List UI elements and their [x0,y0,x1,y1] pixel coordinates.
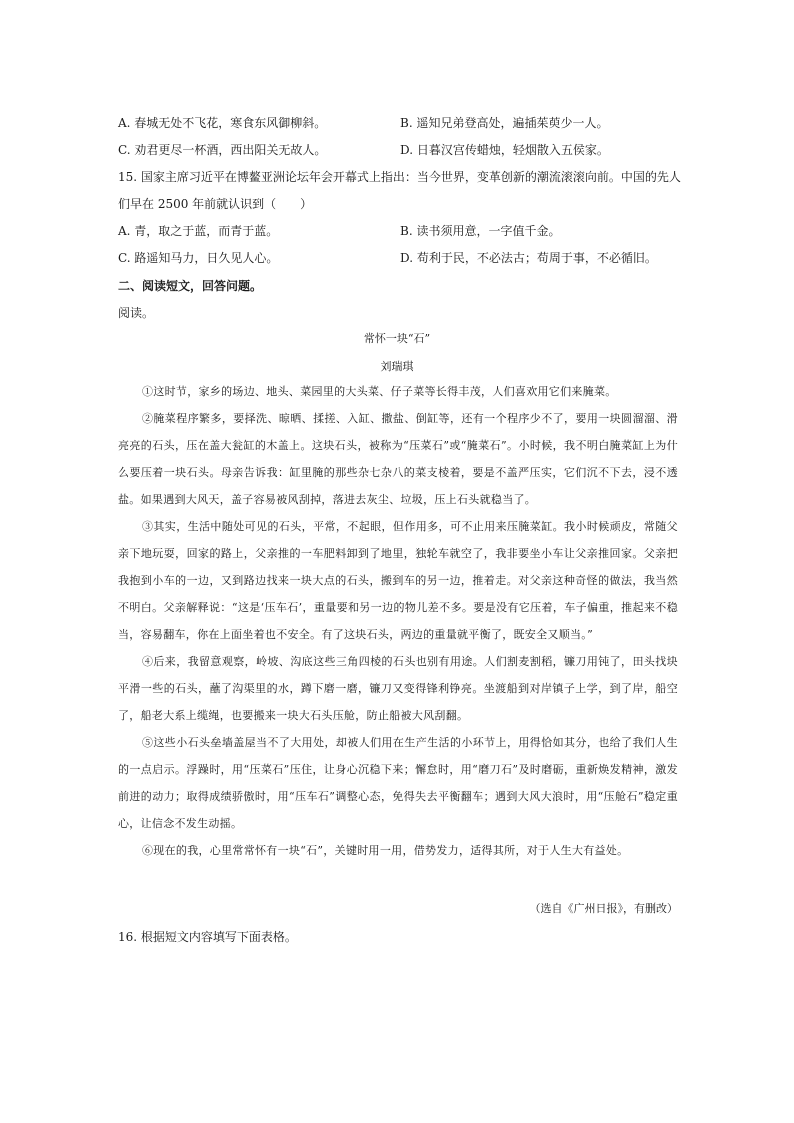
q16-stem: 16. 根据短文内容填写下面表格。 [118,930,297,944]
q15-stem-line-1: 15. 国家主席习近平在博鳌亚洲论坛年会开幕式上指出：当今世界，变革创新的潮流滚滚向前。中国的先人 [118,170,681,184]
q15-stem-line-2: 们早在 2500 年前就认识到（ ） [118,197,313,211]
option-b[interactable]: B. 读书须用意，一字值千金。 [400,224,561,238]
option-d[interactable]: D. 日暮汉宫传蜡烛，轻烟散入五侯家。 [400,143,609,157]
paragraph-5: ⑤这些小石头垒墙盖屋当不了大用处，却被人们用在生产生活的小环节上，用得恰如其分，也给了我们人生的一点启示。浮躁时，用“压菜石”压住，让身心沉稳下来；懈怠时，用“磨刀石”及时磨砺，重新焕发精神，激发前进的动力；取得成绩骄傲时，用“压车石”调整心态，免得失去平衡翻车；遇到大风大浪时，用“压舱石”稳定重心，让信念不发生动摇。 [118,736,678,830]
article-body [118,378,678,864]
paragraph-3: ③其实，生活中随处可见的石头，平常，不起眼，但作用多，可不止用来压腌菜缸。我小时候顽皮，常随父亲下地玩耍，回家的路上，父亲推的一车肥料卸到了地里，独轮车就空了，我非要坐小车让父亲推回家。父亲把我抱到小车的一边，又到路边找来一块大点的石头，搬到车的另一边，推着走。对父亲这种奇怪的做法，我当然不明白。父亲解释说：“这是‘压车石’，重量要和另一边的物儿差不多。要是没有它压着，车子偏重，推起来不稳当，容易翻车，你在上面坐着也不安全。有了这块石头，两边的重量就平衡了，既安全又顺当。” [118,520,678,641]
section-heading: 二、阅读短文，回答问题。 [118,279,263,293]
paragraph-1: ①这时节，家乡的场边、地头、菜园里的大头菜、仔子菜等长得丰茂，人们喜欢用它们来腌菜。 [142,385,617,398]
article-title: 常怀一块“石” [363,332,431,345]
paragraph-6: ⑥现在的我，心里常常怀有一块“石”，关键时用一用，借势发力，适得其所，对于人生大有益处。 [142,844,629,857]
section-intro: 阅读。 [118,306,155,320]
option-d[interactable]: D. 苟利于民，不必法古；苟周于事，不必循旧。 [400,251,657,265]
option-c[interactable]: C. 劝君更尽一杯酒，西出阳关无故人。 [118,143,327,157]
option-a[interactable]: A. 青，取之于蓝，而青于蓝。 [118,224,279,238]
option-b[interactable]: B. 遥知兄弟登高处，遍插茱萸少一人。 [400,116,609,130]
option-c[interactable]: C. 路遥知马力，日久见人心。 [118,251,279,265]
paragraph-2: ②腌菜程序繁多，要择洗、晾晒、揉搓、入缸、撒盐、倒缸等，还有一个程序少不了，要用一块圆溜溜、滑亮亮的石头，压在盖大瓮缸的木盖上。这块石头，被称为“压菜石”或“腌菜石”。小时候，我不明白腌菜缸上为什么要压着一块石头。母亲告诉我：缸里腌的那些杂七杂八的菜支棱着，要是不盖严压实，它们沉不下去，浸不透盐。如果遇到大风天，盖子容易被风刮掉，落进去灰尘、垃圾，压上石头就稳当了。 [118,412,678,506]
paragraph-4: ④后来，我留意观察，岭坡、沟底这些三角四棱的石头也别有用途。人们割麦割稻，镰刀用钝了，田头找块平滑一些的石头，蘸了沟渠里的水，蹲下磨一磨，镰刀又变得锋利铮亮。坐渡船到对岸镇子上学，到了岸，船空了，船老大系上缆绳，也要搬来一块大石头压舱，防止船被大风刮翻。 [118,655,678,722]
option-a[interactable]: A. 春城无处不飞花，寒食东风御柳斜。 [118,116,327,130]
article-source: （选自《广州日报》，有删改） [529,902,678,915]
article-author: 刘瑞琪 [380,360,414,373]
